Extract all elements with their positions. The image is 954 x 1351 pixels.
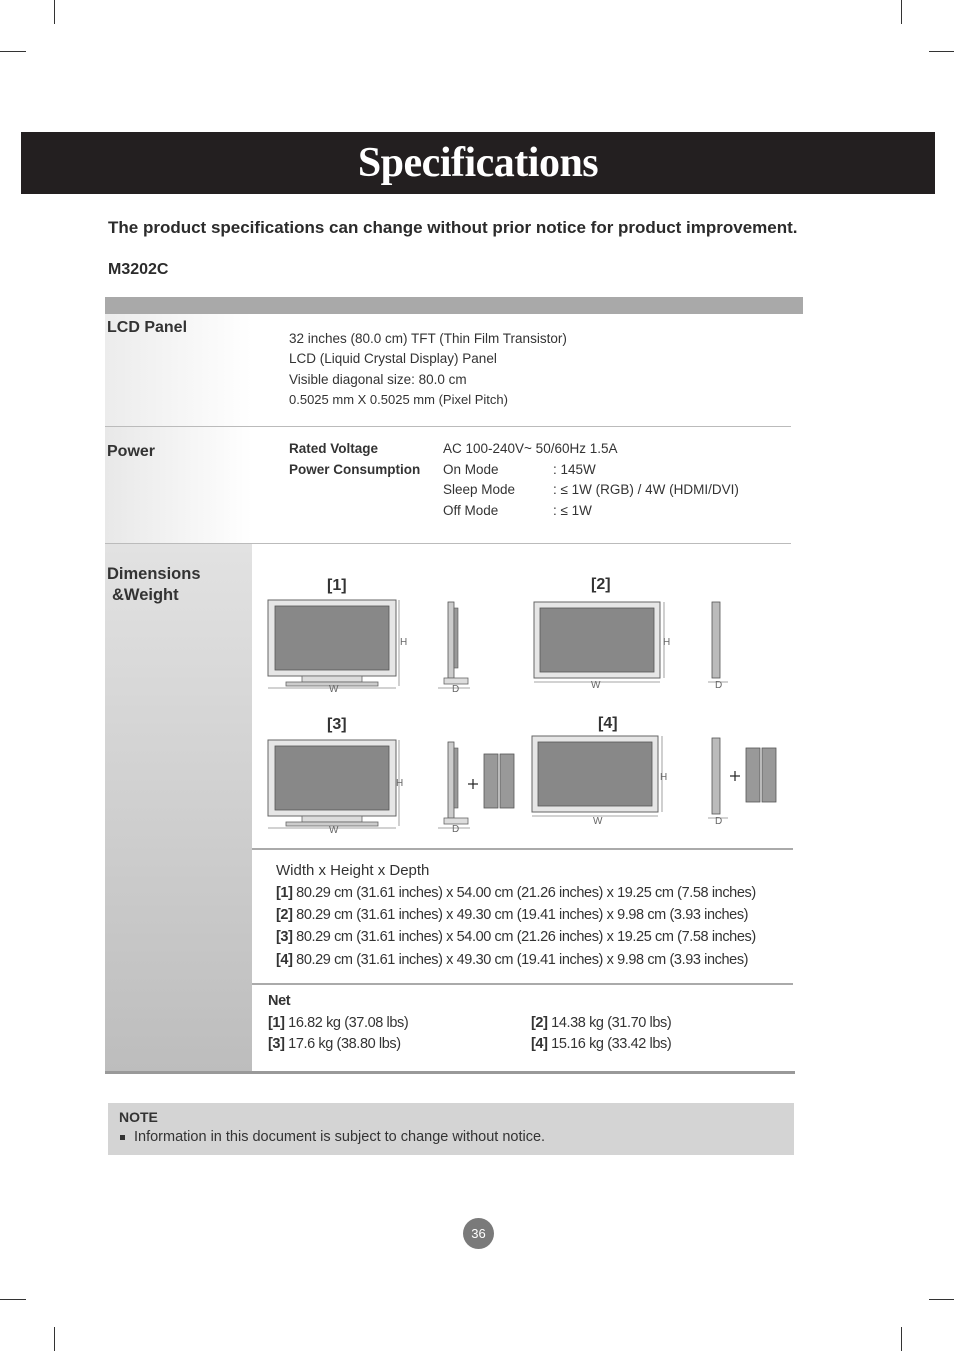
page-number: 36	[463, 1218, 494, 1249]
crop-mark	[901, 0, 902, 24]
dim-letter-w: W	[593, 816, 603, 827]
mode-name: On Mode	[443, 462, 499, 477]
dims-row-text: 80.29 cm (31.61 inches) x 49.30 cm (19.41 inches) x 9.98 cm (3.93 inches)	[292, 952, 749, 968]
monitor-side-stand-diagram-1	[434, 598, 474, 694]
monitor-front-stand-diagram-3	[262, 736, 412, 836]
power-consumption-label: Power Consumption	[289, 462, 421, 477]
weight-text: 17.6 kg (38.80 lbs)	[284, 1036, 401, 1052]
table-header-bar	[105, 297, 803, 314]
crop-mark	[0, 1299, 26, 1300]
dim-letter-d: D	[715, 816, 723, 827]
diagram-label-2: [2]	[591, 576, 611, 593]
diagram-label-1: [1]	[327, 577, 347, 594]
dims-row	[276, 885, 756, 901]
dims-row	[276, 952, 748, 968]
weight-text: 15.16 kg (33.42 lbs)	[547, 1036, 672, 1052]
note-title: NOTE	[119, 1109, 158, 1125]
dims-row-text: 80.29 cm (31.61 inches) x 54.00 cm (21.26 inches) x 19.25 cm (7.58 inches)	[292, 929, 756, 945]
dims-row-text: 80.29 cm (31.61 inches) x 54.00 cm (21.26 inches) x 19.25 cm (7.58 inches)	[292, 885, 756, 901]
mode-value: : ≤ 1W	[553, 503, 592, 518]
weight-item	[531, 1015, 671, 1031]
diagram-label-3: [3]	[327, 716, 347, 733]
dim-letter-h: H	[663, 637, 671, 648]
lcd-line: Visible diagonal size: 80.0 cm	[289, 372, 467, 387]
note-box	[108, 1103, 794, 1155]
dims-row-tag: [4]	[276, 952, 293, 968]
note-text: Information in this document is subject to change without notice.	[134, 1129, 546, 1145]
crop-mark	[0, 51, 26, 52]
divider	[252, 983, 793, 985]
dim-letter-h: H	[396, 778, 404, 789]
weight-tag: [1]	[268, 1015, 285, 1031]
net-weight-label	[268, 993, 290, 1009]
model-name: M3202C	[108, 261, 169, 278]
mode-value: : ≤ 1W (RGB) / 4W (HDMI/DVI)	[553, 482, 739, 497]
diagram-label-4: [4]	[598, 715, 618, 732]
mode-value: : 145W	[553, 462, 596, 477]
intro-text: The product specifications can change without prior notice for product improvement.	[108, 218, 798, 237]
weight-label: &Weight	[112, 586, 179, 604]
monitor-front-diagram-2	[530, 598, 680, 690]
rated-voltage-label: Rated Voltage	[289, 441, 379, 456]
dims-row-text: 80.29 cm (31.61 inches) x 49.30 cm (19.41 inches) x 9.98 cm (3.93 inches)	[292, 907, 749, 923]
lcd-line: 0.5025 mm X 0.5025 mm (Pixel Pitch)	[289, 392, 508, 407]
net-label: Net	[268, 993, 291, 1009]
mode-name: Sleep Mode	[443, 482, 516, 497]
weight-item	[268, 1036, 401, 1052]
divider	[105, 426, 791, 427]
weight-text: 16.82 kg (37.08 lbs)	[284, 1015, 409, 1031]
weight-item	[531, 1036, 671, 1052]
divider	[252, 848, 793, 850]
dims-row	[276, 907, 748, 923]
dim-letter-d: D	[452, 824, 460, 835]
dimensions-label: Dimensions	[107, 565, 201, 583]
crop-mark	[54, 1327, 55, 1351]
bullet-icon	[120, 1135, 125, 1140]
rated-voltage-value: AC 100-240V~ 50/60Hz 1.5A	[443, 441, 618, 456]
dim-letter-w: W	[591, 680, 601, 691]
crop-mark	[54, 0, 55, 24]
dim-letter-w: W	[329, 684, 339, 695]
crop-mark	[929, 51, 954, 52]
weight-tag: [3]	[268, 1036, 285, 1052]
divider	[105, 543, 791, 544]
dim-letter-w: W	[329, 825, 339, 836]
dims-row-tag: [1]	[276, 885, 293, 901]
dims-row-tag: [3]	[276, 929, 293, 945]
table-bottom-rule	[105, 1071, 795, 1074]
monitor-front-stand-diagram-1	[262, 596, 412, 696]
crop-mark	[901, 1327, 902, 1351]
lcd-line: 32 inches (80.0 cm) TFT (Thin Film Transistor)	[289, 331, 567, 346]
monitor-side-speaker-diagram-4	[704, 734, 784, 826]
page-title: Specifications	[357, 140, 599, 186]
weight-item	[268, 1015, 408, 1031]
dimensions-label-cell	[105, 544, 252, 1071]
dims-row	[276, 929, 756, 945]
dim-letter-h: H	[660, 772, 668, 783]
power-label: Power	[107, 443, 156, 460]
weight-text: 14.38 kg (31.70 lbs)	[547, 1015, 672, 1031]
monitor-side-diagram-2	[704, 598, 734, 688]
monitor-side-speaker-diagram-3	[434, 738, 524, 834]
lcd-panel-label: LCD Panel	[107, 319, 188, 336]
title-bar	[21, 132, 935, 194]
dim-letter-h: H	[400, 637, 408, 648]
dim-letter-d: D	[715, 680, 723, 691]
weight-tag: [4]	[531, 1036, 548, 1052]
weight-tag: [2]	[531, 1015, 548, 1031]
dim-letter-d: D	[452, 684, 460, 695]
crop-mark	[929, 1299, 954, 1300]
mode-name: Off Mode	[443, 503, 499, 518]
dims-header: Width x Height x Depth	[276, 862, 430, 879]
dims-row-tag: [2]	[276, 907, 293, 923]
lcd-line: LCD (Liquid Crystal Display) Panel	[289, 351, 497, 366]
monitor-front-diagram-4	[528, 732, 678, 826]
